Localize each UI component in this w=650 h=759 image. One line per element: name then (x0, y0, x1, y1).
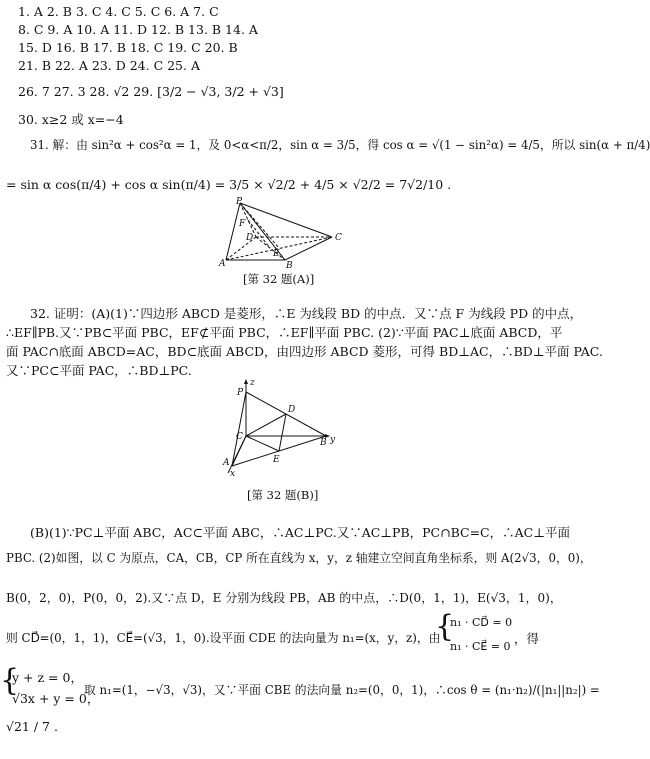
edge-bc (285, 237, 332, 260)
label-f: F (239, 219, 246, 229)
label-b: B (286, 261, 293, 271)
label-p: P (236, 197, 243, 207)
label-c: C (335, 233, 342, 243)
system1-eq-2: n₁ · CE⃗ = 0 (450, 640, 511, 653)
q32b-line-4-end: ，得 (514, 631, 540, 646)
label-b: B (320, 438, 327, 448)
q32b-line-1: (B)(1)∵PC⊥平面 ABC，AC⊂平面 ABC，∴AC⊥PC.又∵AC⊥PB，PC∩BC=C，∴AC⊥平面 (30, 525, 570, 540)
answer-row-6: 30. x≥2 或 x=−4 (18, 112, 124, 127)
q32a-line-3: 面 PAC∩底面 ABCD=AC，BD⊂底面 ABCD，由四边形 ABCD 菱形，可得 BD⊥AC，∴BD⊥平面 PAC. (6, 344, 603, 359)
q31-line-1: 31. 解：由 sin²α + cos²α = 1，及 0<α<π/2，sin α = 3/5，得 cos α = √(1 − sin²α) = 4/5，所以 sin(α + π/4) (30, 138, 650, 152)
label-a: A (223, 458, 230, 468)
brace-icon: { (0, 663, 20, 698)
q32b-line-4: 则 CD⃗=(0，1，1)，CE⃗=(√3，1，0).设平面 CDE 的法向量为 n₁=(x，y，z)，由 (6, 631, 441, 645)
edge-cd (246, 414, 286, 436)
system2-eq-2: √3x + y = 0， (12, 691, 100, 706)
answer-row-2: 8. C 9. A 10. A 11. D 12. B 13. B 14. A (18, 22, 258, 37)
edge-de (279, 414, 286, 451)
figure-32a-caption: [第 32 题(A)] (243, 272, 315, 286)
answer-row-4: 21. B 22. A 23. D 24. C 25. A (18, 58, 200, 73)
label-x: x (230, 469, 236, 479)
label-e: E (273, 455, 280, 465)
figure-32b-caption: [第 32 题(B)] (247, 488, 319, 502)
q32b-line-6: √21 / 7 . (6, 719, 58, 734)
q32b-line-3: B(0，2，0)，P(0，0，2).又∵点 D，E 分别为线段 PB，AB 的中点，∴D(0，1，1)，E(√3，1，0)， (6, 591, 562, 605)
label-p: P (237, 388, 244, 398)
answer-row-3: 15. D 16. B 17. B 18. C 19. C 20. B (18, 40, 238, 55)
figure-32a (218, 196, 348, 271)
q31-line-2: = sin α cos(π/4) + cos α sin(π/4) = 3/5 × √2/2 + 4/5 × √2/2 = 7√2/10 . (6, 177, 452, 192)
edge-pa (232, 392, 246, 466)
edge-pa (226, 203, 240, 260)
q32b-line-5: 取 n₁=(1，−√3，√3)，又∵平面 CBE 的法向量 n₂=(0，0，1)，∴cos θ = (n₁·n₂)/(|n₁||n₂|) = (84, 683, 600, 697)
q32a-line-2: ∴EF∥PB.又∵PB⊂平面 PBC，EF⊄平面 PBC，∴EF∥平面 PBC. (2)∵平面 PAC⊥底面 ABCD，平 (6, 325, 563, 340)
label-y: y (330, 435, 336, 445)
answer-row-1: 1. A 2. B 3. C 4. C 5. C 6. A 7. C (18, 4, 219, 19)
label-d: D (288, 405, 296, 415)
q32b-line-2: PBC. (2)如图，以 C 为原点，CA，CB，CP 所在直线为 x，y，z 轴建立空间直角坐标系，则 A(2√3，0，0)， (6, 551, 592, 565)
label-d: D (246, 233, 254, 243)
label-e: E (273, 249, 280, 259)
system2-eq-1: y + z = 0， (12, 670, 83, 685)
edge-ce (246, 436, 279, 451)
answer-row-5: 26. 7 27. 3 28. √2 29. [3/2 − √3, 3/2 + √3] (18, 84, 284, 99)
q32a-line-4: 又∵PC⊂平面 PAC，∴BD⊥PC. (6, 363, 192, 378)
brace-icon: { (435, 609, 455, 644)
label-c: C (236, 432, 243, 442)
system1-eq-1: n₁ · CD⃗ = 0 (450, 616, 513, 629)
label-a: A (219, 259, 226, 269)
q32a-line-1: 32. 证明：(A)(1)∵四边形 ABCD 是菱形，∴E 为线段 BD 的中点．又∵点 F 为线段 PD 的中点， (30, 306, 583, 321)
z-axis-arrow (244, 379, 248, 384)
figure-32b (222, 376, 342, 479)
label-z: z (250, 378, 255, 388)
